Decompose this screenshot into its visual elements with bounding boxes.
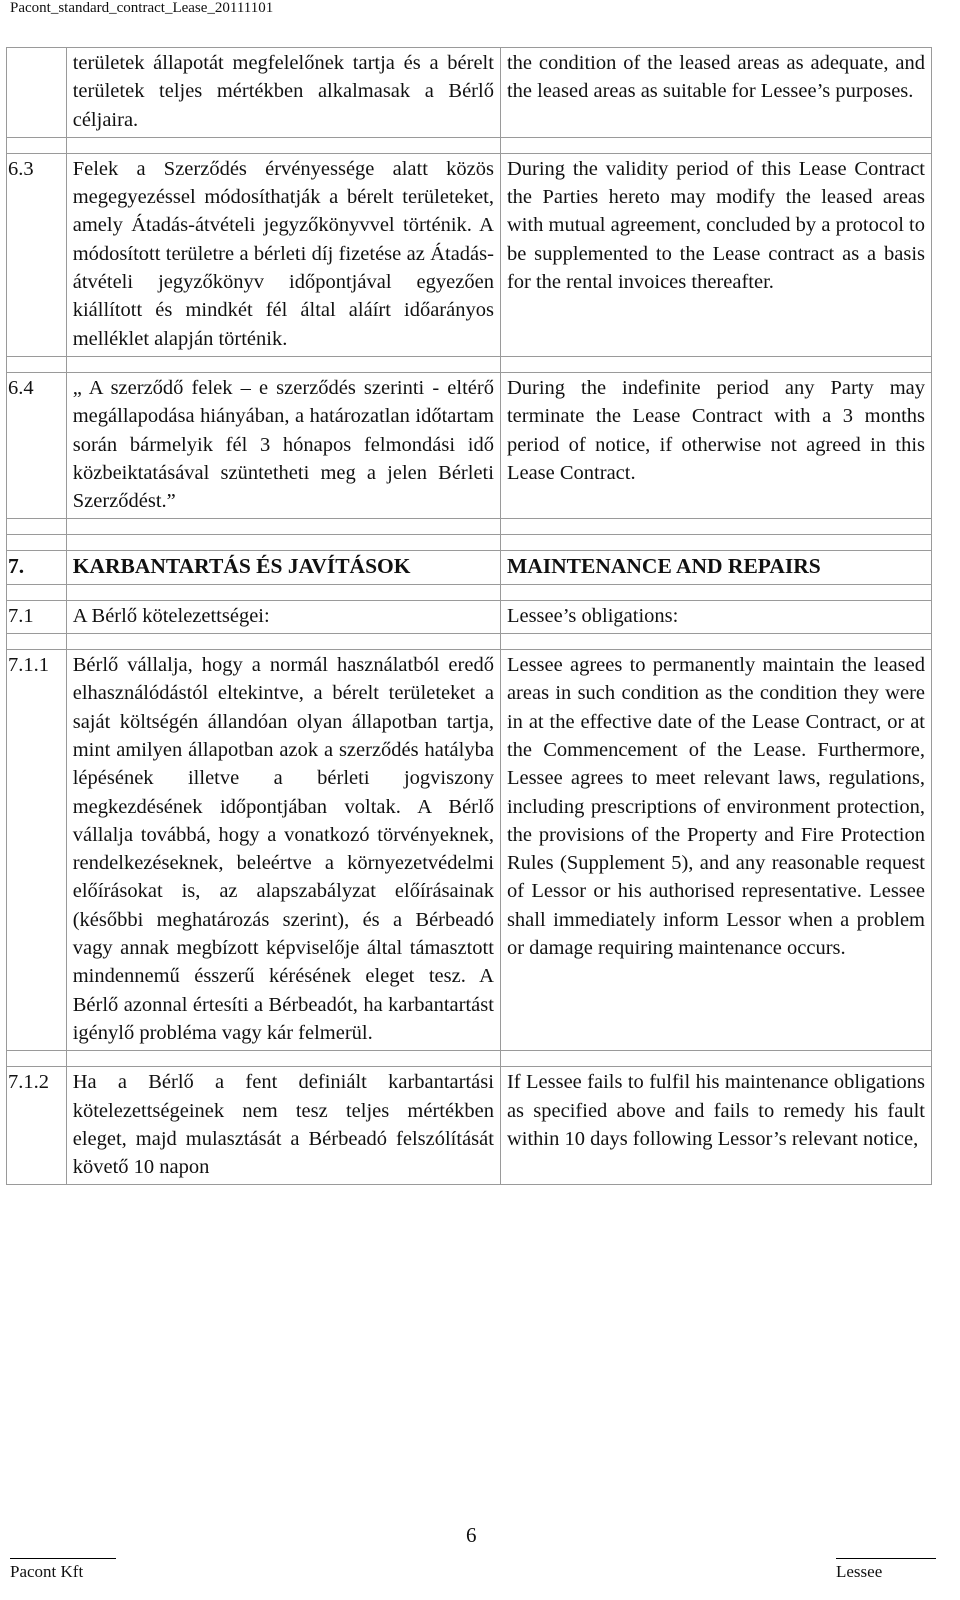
page-footer [0, 1518, 960, 1600]
table-spacer-row [7, 634, 932, 650]
table-spacer-row [7, 356, 932, 372]
clause-text-hungarian: területek állapotát megfelelőnek tartja és a bérelt területek teljes mértékben alkalmasak a Bérlő céljaira. [66, 48, 500, 138]
clause-text-hungarian: Ha a Bérlő a fent definiált karbantartási kötelezettségeinek nem tesz teljes mértékben eleget, majd mulasztását a Bérbeadó felszólítását követő 10 napon [66, 1067, 500, 1185]
section-title-hungarian: KARBANTARTÁS ÉS JAVÍTÁSOK [66, 551, 500, 584]
clause-number [7, 48, 67, 138]
bilingual-contract-table [6, 47, 932, 1185]
section-title-english: MAINTENANCE AND REPAIRS [500, 551, 931, 584]
table-row [7, 600, 932, 633]
section-number: 7. [7, 551, 67, 584]
clause-text-english: Lessee agrees to permanently maintain the leased areas in such condition as the condition they were in at the effective date of the Lease Contract, or at the Commencement of the Lease. Furthermore, Lessee agrees to meet relevant laws, regulations, including prescriptions of environment protection, the provisions of the Property and Fire Protection Rules (Supplement 5), and any reasonable request of Lessor or his authorised representative. Lessee shall immediately inform Lessor when a problem or damage requiring maintenance occurs. [500, 650, 931, 1051]
signature-line-right [836, 1558, 936, 1559]
clause-number: 7.1.1 [7, 650, 67, 1051]
signatory-lessor: Pacont Kft [10, 1562, 84, 1581]
clause-number: 6.3 [7, 153, 67, 356]
table-row [7, 1067, 932, 1185]
table-spacer-row [7, 1051, 932, 1067]
table-spacer-row [7, 137, 932, 153]
table-row [7, 372, 932, 518]
clause-text-english: the condition of the leased areas as adequate, and the leased areas as suitable for Lessee’s purposes. [500, 48, 931, 138]
signature-line-left [10, 1558, 116, 1559]
section-heading-row [7, 551, 932, 584]
clause-text-english: If Lessee fails to fulfil his maintenance obligations as specified above and fails to remedy his fault within 10 days following Lessor’s relevant notice, [500, 1067, 931, 1185]
clause-text-english: During the indefinite period any Party may terminate the Lease Contract with a 3 months period of notice, if otherwise not agreed in this Lease Contract. [500, 372, 931, 518]
clause-text-hungarian: „ A szerződő felek – e szerződés szerinti - eltérő megállapodása hiányában, a határozatlan időtartam során bármelyik fél 3 hónapos felmondási idő közbeiktatásával szüntetheti meg a jelen Bérleti Szerződést.” [66, 372, 500, 518]
clause-text-hungarian: Bérlő vállalja, hogy a normál használatból eredő elhasználódástól eltekintve, a bérelt területeket a saját költségén állandóan olyan állapotban tartja, mint amilyen állapotban azok a szerződés hatályba lépésének illetve a bérleti jogviszony megkezdésének időpontjában voltak. A Bérlő vállalja továbbá, hogy a vonatkozó törvényeknek, rendelkezéseknek, beleértve a környezetvédelmi előírásokat is, az alapszabályzat előírásainak (későbbi meghatározás szerint), és a Bérbeadó vagy annak megbízott képviselője által támasztott mindennemű ésszerű kérésének eleget tesz. A Bérlő azonnal értesíti a Bérbeadót, ha karbantartást igénylő probléma vagy kár felmerül. [66, 650, 500, 1051]
clause-number: 7.1 [7, 600, 67, 633]
running-header-filename: Pacont_standard_contract_Lease_20111101 [10, 0, 274, 16]
clause-text-hungarian: Felek a Szerződés érvényessége alatt közös megegyezéssel módosíthatják a bérelt területeket, amely Átadás-átvételi jegyzőkönyvvel történik. A módosított területre a bérleti díj fizetése az Átadás-átvételi jegyzőkönyv időpontjával egyezően kiállított és mindkét fél által aláírt időarányos melléklet alapján történik. [66, 153, 500, 356]
table-spacer-row [7, 535, 932, 551]
page-number: 6 [466, 1523, 477, 1547]
clause-text-hungarian: A Bérlő kötelezettségei: [66, 600, 500, 633]
table-spacer-row [7, 519, 932, 535]
signatory-lessee: Lessee [836, 1562, 883, 1581]
table-row [7, 650, 932, 1051]
clause-number: 7.1.2 [7, 1067, 67, 1185]
clause-number: 6.4 [7, 372, 67, 518]
clause-text-english: During the validity period of this Lease Contract the Parties hereto may modify the leased areas with mutual agreement, concluded by a protocol to be supplemented to the Lease contract as a basis for the rental invoices thereafter. [500, 153, 931, 356]
table-spacer-row [7, 584, 932, 600]
clause-text-english: Lessee’s obligations: [500, 600, 931, 633]
table-row [7, 48, 932, 138]
table-row [7, 153, 932, 356]
